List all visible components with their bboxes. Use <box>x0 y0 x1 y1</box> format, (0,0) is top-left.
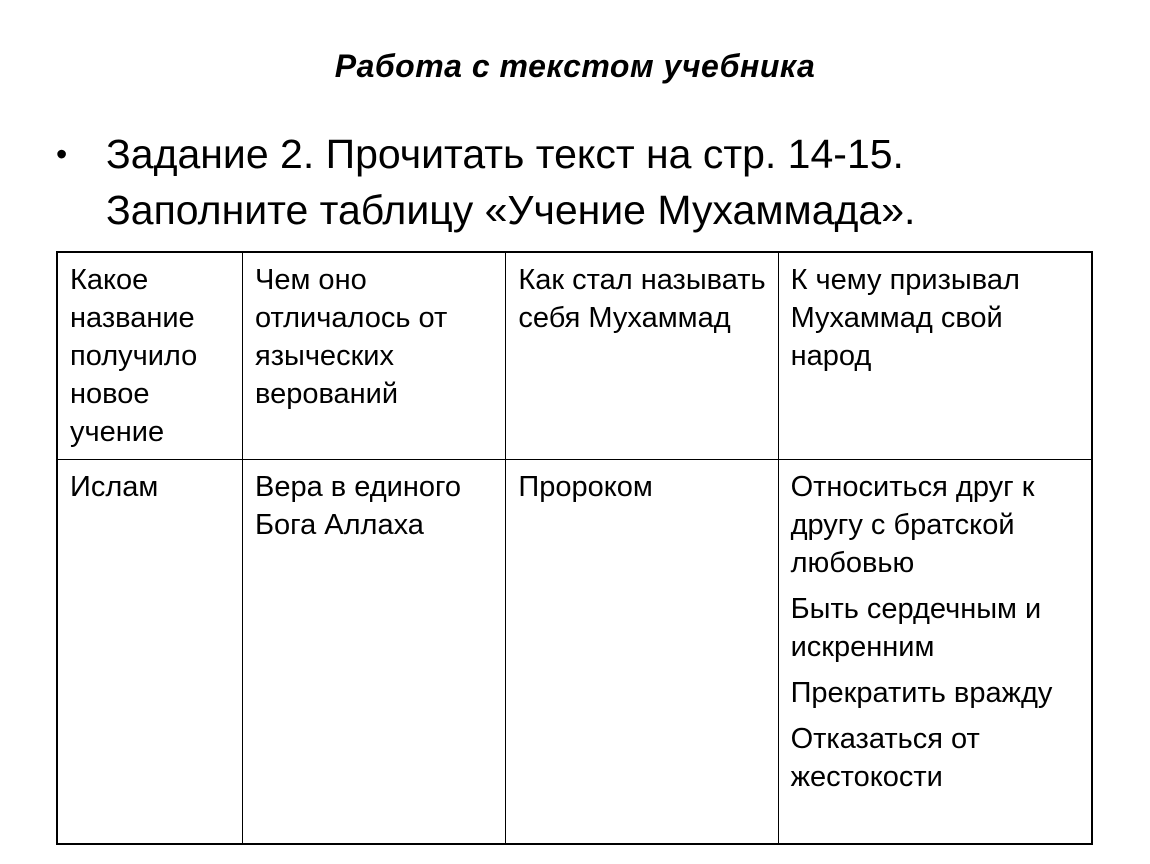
bullet-icon: • <box>56 136 68 172</box>
table-header-row <box>57 252 1092 460</box>
cell-calls <box>778 460 1092 845</box>
header-cell-title: Как стал называть себя Мухаммад <box>506 252 778 460</box>
call-item: Прекратить вражду <box>790 677 1053 709</box>
header-cell-name: Какое название получило новое учение <box>57 252 242 460</box>
teaching-table <box>56 251 1093 845</box>
table-row <box>57 460 1092 845</box>
cell-title: Пророком <box>506 460 778 845</box>
header-cell-difference: Чем оно отличалось от языческих верований <box>242 252 505 460</box>
task-text <box>106 126 1106 238</box>
slide-title: Работа с текстом учебника <box>334 48 816 84</box>
cell-difference: Вера в единого Бога Аллаха <box>242 460 505 845</box>
header-cell-calls: К чему призывал Мухаммад свой народ <box>778 252 1092 460</box>
call-item: Отказаться от жестокости <box>790 723 980 793</box>
cell-name: Ислам <box>57 460 242 845</box>
call-item: Быть сердечным и искренним <box>790 593 1042 663</box>
task-line-1: Задание 2. Прочитать текст на стр. 14-15. <box>106 131 904 177</box>
call-item: Относиться друг к другу с братской любовью <box>790 471 1035 579</box>
task-line-2: Заполните таблицу «Учение Мухаммада». <box>106 187 916 233</box>
